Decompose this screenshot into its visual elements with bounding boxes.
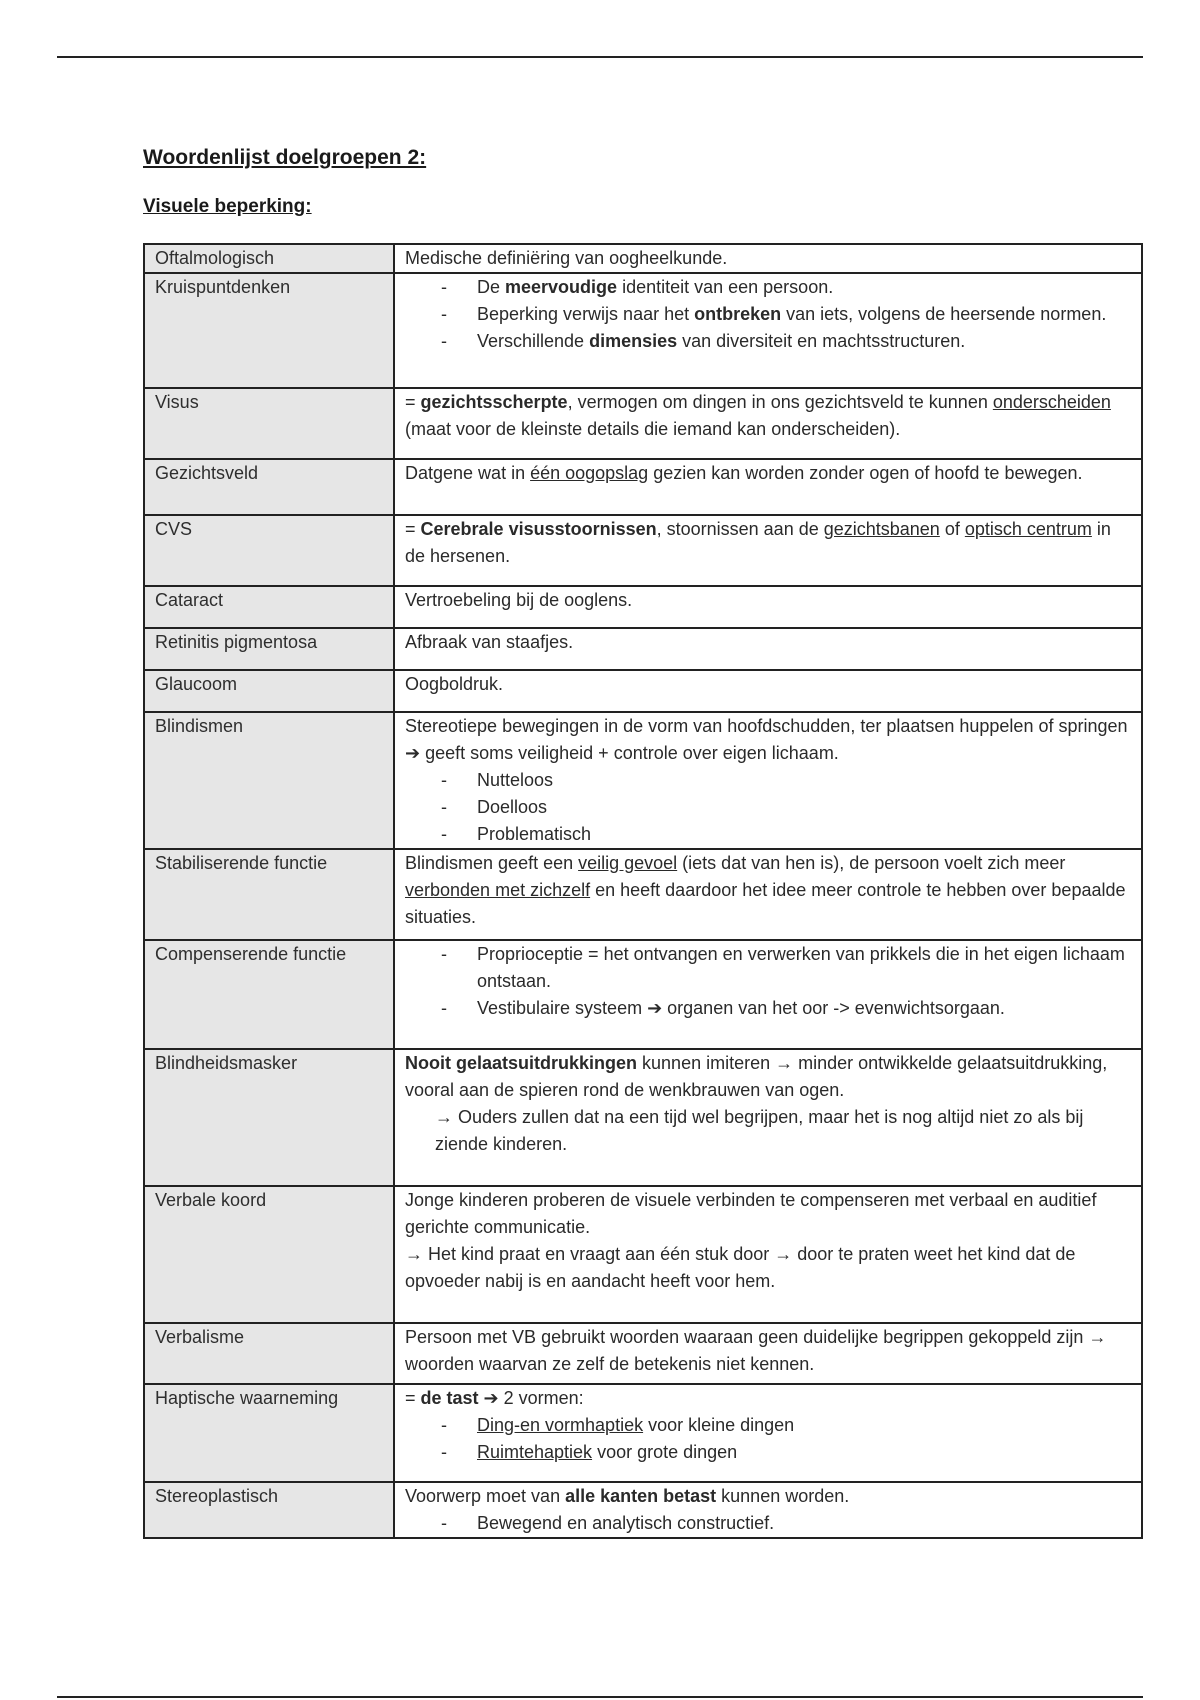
definition-cell [394, 273, 1142, 388]
bullet-list [405, 767, 1131, 848]
table-row [144, 1384, 1142, 1482]
list-item: - Vestibulaire systeem ➔ organen van het oor -> evenwichtsorgaan. [405, 995, 1131, 1022]
list-item: - Ruimtehaptiek voor grote dingen [405, 1439, 1131, 1466]
section-title: Visuele beperking: [143, 196, 312, 217]
table-row [144, 1323, 1142, 1384]
term-cell: Oftalmologisch [144, 244, 394, 273]
list-item: - De meervoudige identiteit van een persoon. [405, 274, 1131, 301]
term-cell: Retinitis pigmentosa [144, 628, 394, 670]
document-title: Woordenlijst doelgroepen 2: [143, 146, 427, 169]
definition-cell [394, 940, 1142, 1049]
definition-cell: Afbraak van staafjes. [394, 628, 1142, 670]
table-row [144, 1186, 1142, 1323]
definition-cell: Stereotiepe bewegingen in de vorm van hoofdschudden, ter plaatsen huppelen of springen ➔ geeft soms veiligheid + controle over eigen lichaam. - Nutteloos - Doelloos - Problematisch [394, 712, 1142, 849]
term-cell: Blindismen [144, 712, 394, 849]
list-item: - Bewegend en analytisch constructief. [405, 1510, 1131, 1537]
table-row [144, 515, 1142, 586]
term-cell: CVS [144, 515, 394, 586]
bullet-list [405, 1510, 1131, 1537]
definition-cell: Medische definiëring van oogheelkunde. [394, 244, 1142, 273]
term-cell: Cataract [144, 586, 394, 628]
definition-cell: Voorwerp moet van alle kanten betast kunnen worden. - Bewegend en analytisch constructief. [394, 1482, 1142, 1538]
definition-cell: = gezichtsscherpte, vermogen om dingen in ons gezichtsveld te kunnen onderscheiden (maat voor de kleinste details die iemand kan onderscheiden). [394, 388, 1142, 459]
header-rule [57, 56, 1143, 58]
table-row [144, 1482, 1142, 1538]
definition-cell: Vertroebeling bij de ooglens. [394, 586, 1142, 628]
definition-cell: Nooit gelaatsuitdrukkingen kunnen imiteren → minder ontwikkelde gelaatsuitdrukking, vooral aan de spieren rond de wenkbrauwen van ogen. → Ouders zullen dat na een tijd wel begrijpen, maar het is nog altijd niet zo als bij ziende kinderen. [394, 1049, 1142, 1186]
list-item: - Verschillende dimensies van diversiteit en machtsstructuren. [405, 328, 1131, 355]
table-row [144, 940, 1142, 1049]
definition-cell: Jonge kinderen proberen de visuele verbinden te compenseren met verbaal en auditief gerichte communicatie. → Het kind praat en vraagt aan één stuk door → door te praten weet het kind dat de opvoeder nabij is en aandacht heeft voor hem. [394, 1186, 1142, 1323]
definition-cell: Datgene wat in één oogopslag gezien kan worden zonder ogen of hoofd te bewegen. [394, 459, 1142, 515]
table-row [144, 628, 1142, 670]
term-cell: Stabiliserende functie [144, 849, 394, 940]
table-row [144, 459, 1142, 515]
definition-cell: Oogboldruk. [394, 670, 1142, 712]
definition-cell: Persoon met VB gebruikt woorden waaraan geen duidelijke begrippen gekoppeld zijn → woorden waarvan ze zelf de betekenis niet kennen. [394, 1323, 1142, 1384]
term-cell: Verbale koord [144, 1186, 394, 1323]
term-cell: Blindheidsmasker [144, 1049, 394, 1186]
table-row [144, 244, 1142, 273]
term-cell: Stereoplastisch [144, 1482, 394, 1538]
bullet-list [405, 1412, 1131, 1466]
table-row [144, 712, 1142, 849]
term-cell: Gezichtsveld [144, 459, 394, 515]
footer-rule [57, 1696, 1143, 1698]
bullet-list [405, 274, 1131, 355]
list-item: - Beperking verwijs naar het ontbreken van iets, volgens de heersende normen. [405, 301, 1131, 328]
list-item: - Problematisch [405, 821, 1131, 848]
bullet-list [405, 941, 1131, 1022]
table-row [144, 273, 1142, 388]
definition-cell: = de tast ➔ 2 vormen: - Ding-en vormhaptiek voor kleine dingen - Ruimtehaptiek voor grote dingen [394, 1384, 1142, 1482]
list-item: - Ding-en vormhaptiek voor kleine dingen [405, 1412, 1131, 1439]
table-row [144, 388, 1142, 459]
table-row [144, 670, 1142, 712]
list-item: - Doelloos [405, 794, 1131, 821]
definition-cell: Blindismen geeft een veilig gevoel (iets dat van hen is), de persoon voelt zich meer verbonden met zichzelf en heeft daardoor het idee meer controle te hebben over bepaalde situaties. [394, 849, 1142, 940]
table-row [144, 849, 1142, 940]
term-cell: Compenserende functie [144, 940, 394, 1049]
table-row [144, 1049, 1142, 1186]
term-cell: Haptische waarneming [144, 1384, 394, 1482]
list-item: - Nutteloos [405, 767, 1131, 794]
definition-cell: = Cerebrale visusstoornissen, stoornissen aan de gezichtsbanen of optisch centrum in de hersenen. [394, 515, 1142, 586]
glossary-table [143, 243, 1143, 1539]
term-cell: Glaucoom [144, 670, 394, 712]
term-cell: Verbalisme [144, 1323, 394, 1384]
table-row [144, 586, 1142, 628]
term-cell: Visus [144, 388, 394, 459]
list-item: - Proprioceptie = het ontvangen en verwerken van prikkels die in het eigen lichaam ontstaan. [405, 941, 1131, 995]
term-cell: Kruispuntdenken [144, 273, 394, 388]
